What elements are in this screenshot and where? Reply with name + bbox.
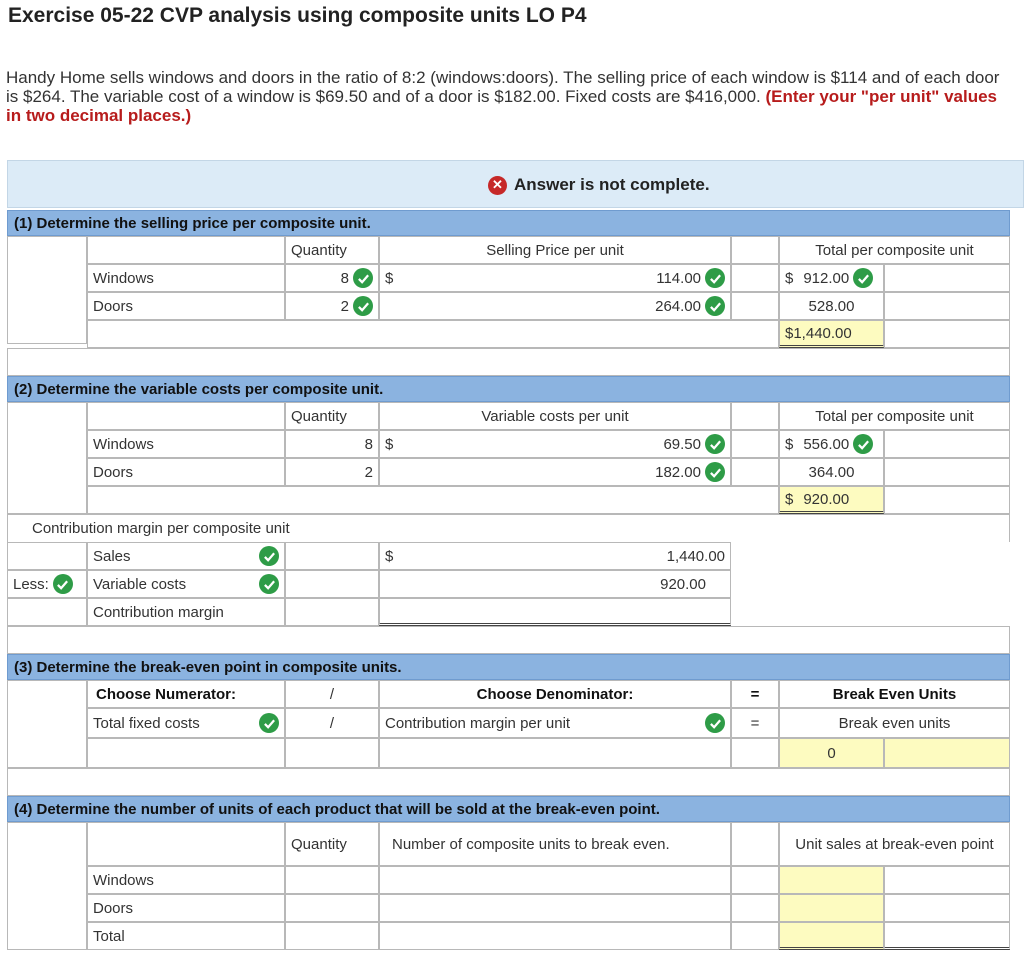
cm-variable-select[interactable] <box>87 570 285 598</box>
cost-value: 182.00 <box>655 463 701 481</box>
break-even-extra[interactable] <box>884 738 1010 768</box>
part1-blank <box>884 320 1010 348</box>
cm-sales-value: 1,440.00 <box>666 547 725 565</box>
part4-gap <box>731 894 779 922</box>
qty-value: 2 <box>364 463 373 481</box>
part1-col-quantity: Quantity <box>285 236 379 264</box>
qty-value: 8 <box>340 269 349 287</box>
part2-col-cost: Variable costs per unit <box>379 402 731 430</box>
slash: / <box>285 708 379 738</box>
numerator-value: Total fixed costs <box>93 714 200 732</box>
part2-cost-input[interactable] <box>379 458 731 486</box>
denominator-label: Choose Denominator: <box>379 680 731 708</box>
cm-margin-select[interactable] <box>87 598 285 626</box>
check-icon <box>853 434 873 454</box>
part3-blank <box>285 738 379 768</box>
part3-spacer <box>7 680 87 768</box>
check-icon <box>53 574 73 594</box>
cm-blank <box>285 570 379 598</box>
qty-value: 2 <box>340 297 349 315</box>
spacer-row <box>7 348 1010 376</box>
check-icon <box>353 268 373 288</box>
part1-col-price: Selling Price per unit <box>379 236 731 264</box>
part2-total-spacer <box>87 486 779 514</box>
part1-price-input[interactable] <box>379 292 731 320</box>
page-title: Exercise 05-22 CVP analysis using composite units LO P4 <box>8 4 587 27</box>
cm-variable-label: Variable costs <box>93 575 187 593</box>
cm-sales-label: Sales <box>93 547 131 565</box>
part4-gap <box>731 866 779 894</box>
part2-blank <box>884 430 1010 458</box>
cm-variable-value: 920.00 <box>660 575 706 593</box>
dollar-sign: $ <box>785 435 794 453</box>
slash: / <box>285 680 379 708</box>
part1-total-input[interactable] <box>779 264 884 292</box>
part2-row-label: Windows <box>87 430 285 458</box>
part4-col-quantity: Quantity <box>285 822 379 866</box>
result-label: Break Even Units <box>779 680 1010 708</box>
cm-blank <box>285 598 379 626</box>
cm-margin-label: Contribution margin <box>93 603 224 621</box>
part2-total-input[interactable] <box>779 458 884 486</box>
check-icon <box>705 713 725 733</box>
part2-qty <box>285 430 379 458</box>
part4-qty-input[interactable] <box>285 922 379 950</box>
equals: = <box>731 680 779 708</box>
part4-composite-input[interactable] <box>379 922 731 950</box>
part1-total-input[interactable] <box>779 292 884 320</box>
part1-spacer <box>7 236 87 344</box>
part4-row-label: Doors <box>87 894 285 922</box>
part4-blank <box>884 922 1010 950</box>
part1-blank <box>884 292 1010 320</box>
part2-spacer <box>7 402 87 514</box>
cost-value: 69.50 <box>663 435 701 453</box>
part4-col-composite: Number of composite units to break even. <box>379 822 731 866</box>
part2-gap <box>731 458 779 486</box>
part4-total-sales-input[interactable] <box>779 922 884 950</box>
part4-gap <box>731 922 779 950</box>
part1-gap <box>731 292 779 320</box>
cm-spacer <box>7 542 87 570</box>
spacer-row <box>7 626 1010 654</box>
part3-blank <box>731 738 779 768</box>
part1-blank <box>884 264 1010 292</box>
check-icon <box>259 713 279 733</box>
part2-cost-input[interactable] <box>379 430 731 458</box>
part4-row-label: Total <box>87 922 285 950</box>
part1-total-spacer <box>87 320 779 348</box>
less-label: Less: <box>13 575 49 593</box>
part4-header: (4) Determine the number of units of each product that will be sold at the break-even point. <box>7 796 1010 822</box>
part1-qty-input[interactable] <box>285 264 379 292</box>
part4-col-label <box>87 822 285 866</box>
denominator-select[interactable] <box>379 708 731 738</box>
numerator-label: Choose Numerator: <box>87 680 285 708</box>
break-even-input[interactable] <box>779 738 884 768</box>
status-text: Answer is not complete. <box>514 175 710 194</box>
problem-instruction: (Enter your "per unit" values in two decimal places.) <box>6 87 998 125</box>
part4-row-label: Windows <box>87 866 285 894</box>
cm-variable-input[interactable] <box>379 570 731 598</box>
part4-qty-input[interactable] <box>285 894 379 922</box>
total-value: 556.00 <box>803 435 850 453</box>
dollar-sign: $ <box>385 269 394 287</box>
spacer-row <box>7 768 1010 796</box>
grand-total-value: 920.00 <box>803 490 850 508</box>
part2-qty <box>285 458 379 486</box>
part1-row-label: Windows <box>87 264 285 292</box>
cm-margin-input[interactable] <box>379 598 731 626</box>
dollar-sign: $ <box>385 547 394 565</box>
part1-gap <box>731 264 779 292</box>
result-value: Break even units <box>779 708 1010 738</box>
part2-blank <box>884 486 1010 514</box>
part1-grand-total[interactable] <box>779 320 884 348</box>
part4-blank <box>884 894 1010 922</box>
part4-col-sales: Unit sales at break-even point <box>779 822 1010 866</box>
part1-col-total: Total per composite unit <box>779 236 1010 264</box>
part1-qty-input[interactable] <box>285 292 379 320</box>
check-icon <box>353 296 373 316</box>
part4-col-eq <box>731 822 779 866</box>
equals: = <box>731 708 779 738</box>
total-value: 528.00 <box>808 297 855 315</box>
check-icon <box>259 546 279 566</box>
part4-composite-input[interactable] <box>379 866 731 894</box>
part4-sales-input[interactable] <box>779 866 884 894</box>
part2-col-quantity: Quantity <box>285 402 379 430</box>
price-value: 264.00 <box>655 297 701 315</box>
part4-qty-input[interactable] <box>285 866 379 894</box>
status-message <box>488 175 710 195</box>
check-icon <box>705 434 725 454</box>
check-icon <box>705 268 725 288</box>
cm-sales-select[interactable] <box>87 542 285 570</box>
break-even-value: 0 <box>827 744 836 762</box>
problem-text: Handy Home sells windows and doors in the ratio of 8:2 (windows:doors). The selling price of each window is $114 and of each door is $264. The variable cost of a window is $69.50 and of a door is $182.00. Fixed costs are $416,000. <box>6 68 1000 106</box>
part3-header: (3) Determine the break-even point in composite units. <box>7 654 1010 680</box>
grand-total-value: $1,440.00 <box>785 324 852 342</box>
part2-gap <box>731 430 779 458</box>
dollar-sign: $ <box>785 490 794 508</box>
part2-total-input[interactable] <box>779 430 884 458</box>
check-icon <box>705 296 725 316</box>
check-icon <box>259 574 279 594</box>
cm-spacer <box>7 598 87 626</box>
dollar-sign: $ <box>785 269 794 287</box>
dollar-sign: $ <box>385 435 394 453</box>
cm-sales-input[interactable] <box>379 542 731 570</box>
part4-spacer <box>7 822 87 950</box>
cm-blank <box>285 542 379 570</box>
check-icon <box>853 268 873 288</box>
error-icon: ✕ <box>488 176 507 195</box>
part1-col-eq <box>731 236 779 264</box>
total-value: 912.00 <box>803 269 850 287</box>
part1-header: (1) Determine the selling price per composite unit. <box>7 210 1010 236</box>
denominator-input[interactable] <box>379 738 731 768</box>
total-value: 364.00 <box>808 463 855 481</box>
part2-row-label: Doors <box>87 458 285 486</box>
problem-statement <box>6 68 1016 125</box>
part4-blank <box>884 866 1010 894</box>
part2-blank <box>884 458 1010 486</box>
cm-less-select[interactable] <box>7 570 87 598</box>
worksheet <box>7 160 1024 955</box>
part1-price-input[interactable] <box>379 264 731 292</box>
numerator-select[interactable] <box>87 708 285 738</box>
status-banner <box>7 160 1024 208</box>
cm-title: Contribution margin per composite unit <box>7 514 1010 542</box>
part2-grand-total[interactable] <box>779 486 884 514</box>
part2-header: (2) Determine the variable costs per composite unit. <box>7 376 1010 402</box>
part2-col-total: Total per composite unit <box>779 402 1010 430</box>
part4-composite-input[interactable] <box>379 894 731 922</box>
denominator-value: Contribution margin per unit <box>385 714 571 732</box>
part1-row-label: Doors <box>87 292 285 320</box>
part4-sales-input[interactable] <box>779 894 884 922</box>
qty-value: 8 <box>364 435 373 453</box>
part2-col-eq <box>731 402 779 430</box>
part1-col-label <box>87 236 285 264</box>
check-icon <box>705 462 725 482</box>
price-value: 114.00 <box>656 269 701 287</box>
numerator-input[interactable] <box>87 738 285 768</box>
part2-col-label <box>87 402 285 430</box>
